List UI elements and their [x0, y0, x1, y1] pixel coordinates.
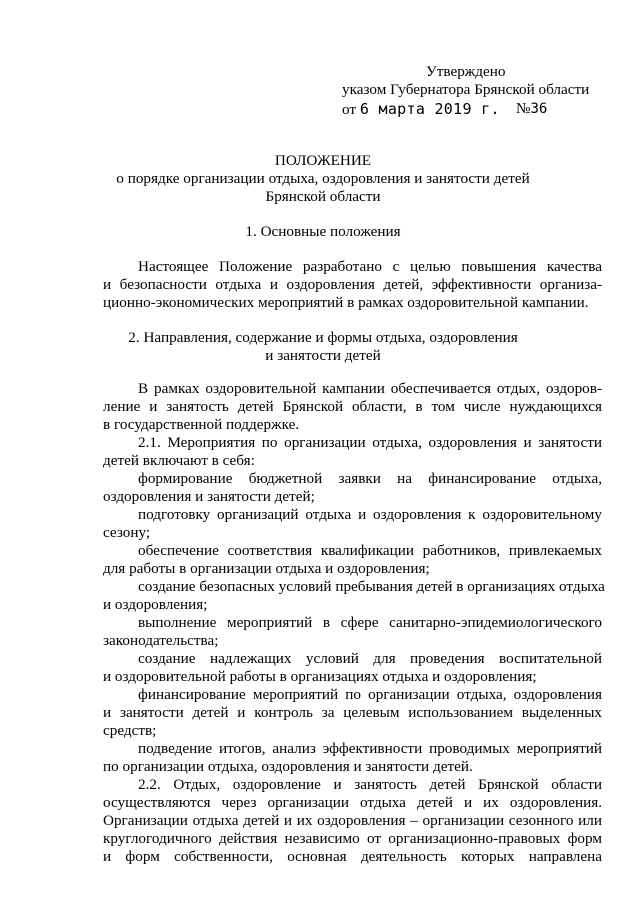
clause-2-1-line2: детей включают в себя: [103, 452, 255, 469]
document-subtitle-line1: о порядке организации отдыха, оздоровления и занятости детей [116, 170, 530, 187]
date-prefix: от [342, 101, 357, 118]
list-item-8-line1: подведение итогов, анализ эффективности проводимых мероприятий [138, 740, 602, 757]
handwritten-date: 6 марта 2019 г. [359, 100, 500, 118]
approval-number-line [516, 100, 547, 118]
clause-2-2-line2: осуществляются через организации отдыха детей и их оздоровления. [103, 794, 602, 811]
clause-2-2-line3: Организации отдыха детей и их оздоровления – организации сезонного или [103, 812, 602, 829]
section2-heading-line2: и занятости детей [265, 347, 381, 364]
list-item-7-line3: средств; [103, 722, 157, 739]
list-item-5-line2: законодательства; [103, 632, 219, 649]
list-item-7-line2: и занятости детей и контроль за целевым использованием выделенных [103, 704, 602, 721]
list-item-3-line2: для работы в организации отдыха и оздоровления; [103, 560, 430, 577]
document-title: ПОЛОЖЕНИЕ [274, 152, 372, 169]
section1-p1-line1: Настоящее Положение разработано с целью повышения качества [138, 258, 602, 275]
section2-intro-line2: ление и занятость детей Брянской области, в том числе нуждающихся [103, 398, 602, 415]
list-item-4-line2: и оздоровления; [103, 596, 208, 613]
list-item-6-line1: создание надлежащих условий для проведения воспитательной [138, 650, 602, 667]
list-item-5-line1: выполнение мероприятий в сфере санитарно-эпидемиологического [138, 614, 602, 631]
clause-2-2-line4: круглогодичного действия независимо от организационно-правовых форм [103, 830, 602, 847]
section2-intro-line1: В рамках оздоровительной кампании обеспечивается отдых, оздоров- [138, 380, 602, 397]
approval-date-line [342, 100, 500, 119]
handwritten-number: 36 [530, 101, 548, 117]
list-item-6-line2: и оздоровительной работы в организациях отдыха и оздоровления; [103, 668, 537, 685]
list-item-4-line1: создание безопасных условий пребывания детей в организациях отдыха [138, 578, 605, 595]
list-item-1-line2: оздоровления и занятости детей; [103, 488, 315, 505]
list-item-7-line1: финансирование мероприятий по организации отдыха, оздоровления [138, 686, 602, 703]
list-item-2-line2: сезону; [103, 524, 151, 541]
section1-p1-line2: и безопасности отдыха и оздоровления детей, эффективности организа- [103, 276, 602, 293]
number-prefix: № [516, 100, 531, 117]
section2-intro-line3: в государственной поддержке. [103, 416, 300, 433]
list-item-8-line2: по организации отдыха, оздоровления и занятости детей. [103, 758, 473, 775]
list-item-3-line1: обеспечение соответствия квалификации работников, привлекаемых [138, 542, 602, 559]
list-item-1-line1: формирование бюджетной заявки на финансирование отдыха, [138, 470, 602, 487]
section1-p1-line3: ционно-экономических мероприятий в рамках оздоровительной кампании. [103, 294, 589, 311]
section2-heading-line1: 2. Направления, содержание и формы отдыха, оздоровления [128, 329, 518, 346]
approval-decree-label: указом Губернатора Брянской области [342, 81, 590, 98]
document-subtitle-line2: Брянской области [265, 188, 381, 205]
list-item-2-line1: подготовку организаций отдыха и оздоровления к оздоровительному [138, 506, 602, 523]
clause-2-2-line1: 2.2. Отдых, оздоровление и занятость детей Брянской области [138, 776, 602, 793]
clause-2-1-line1: 2.1. Мероприятия по организации отдыха, оздоровления и занятости [138, 434, 602, 451]
approval-approved-label: Утверждено [426, 63, 506, 80]
clause-2-2-line5: и форм собственности, основная деятельность которых направлена [103, 848, 602, 865]
section1-heading: 1. Основные положения [245, 223, 401, 240]
